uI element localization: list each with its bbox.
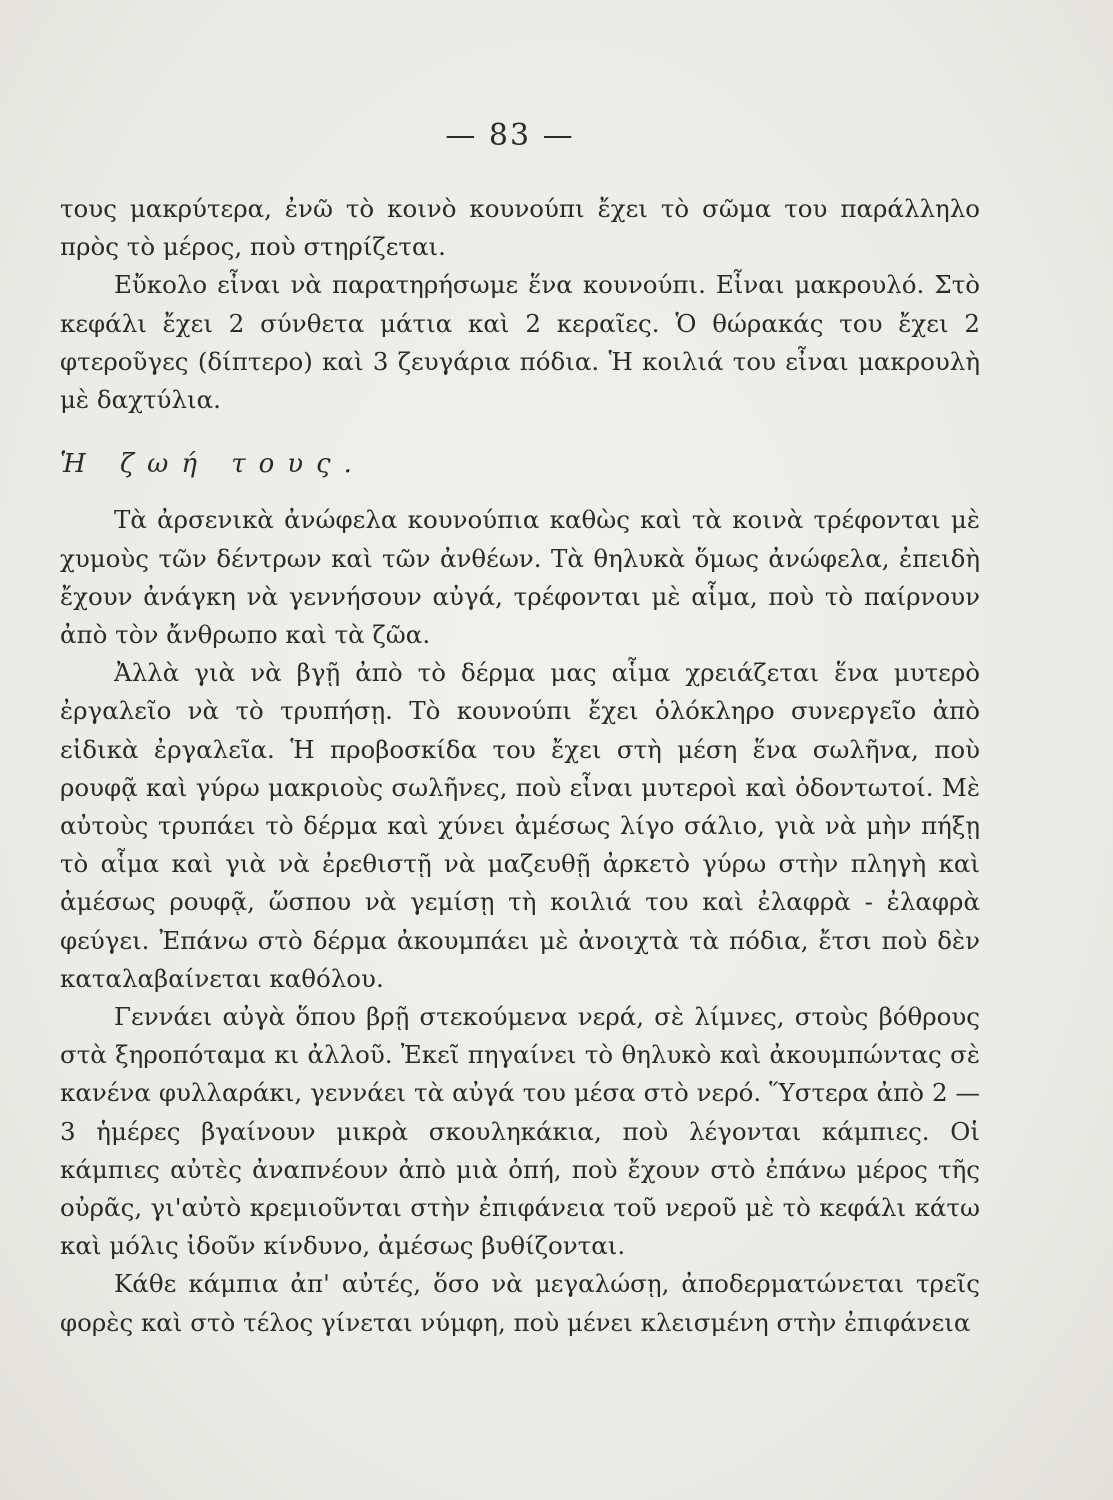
paragraph-eggs: Γεννάει αὐγὰ ὅπου βρῇ στεκούμενα νερά, σὲ λίμνες, στοὺς βόθρους στὰ ξηροπόταμα κι ἀλλοῦ. Ἐκεῖ πηγαίνει τὸ θηλυκὸ καὶ ἀκουμπώντας σὲ κανένα φυλλαράκι, γεννάει τὰ αὐγά του μέσα στὸ νερό. Ὕστερα ἀπὸ 2 — 3 ἡμέρες βγαίνουν μικρὰ σκουληκάκια, ποὺ λέγονται κάμπιες. Οἱ κάμπιες αὐτὲς ἀναπνέουν ἀπὸ μιὰ ὀπή, ποὺ ἔχουν στὸ ἐπάνω μέρος τῆς οὐρᾶς, γι'αὐτὸ κρεμιοῦνται στὴν ἐπιφάνεια τοῦ νεροῦ μὲ τὸ κεφάλι κάτω καὶ μόλις ἰδοῦν κίνδυνο, ἀμέσως βυθίζονται. xyxy=(60,1002,980,1261)
section-heading: Ἡ ζωή τους. xyxy=(60,449,365,480)
paragraph-feeding: Τὰ ἀρσενικὰ ἀνώφελα κουνούπια καθὼς καὶ τὰ κοινὰ τρέφονται μὲ χυμοὺς τῶν δέντρων καὶ τῶν ἀνθέων. Τὰ θηλυκὰ ὅμως ἀνώφελα, ἐπειδὴ ἔχουν ἀνάγκη νὰ γεννήσουν αὐγά, τρέφονται μὲ αἷμα, ποὺ τὸ παίρνουν ἀπὸ τὸν ἄνθρωπο καὶ τὰ ζῶα. xyxy=(60,505,980,650)
paragraph-description: Εὔκολο εἶναι νὰ παρατηρήσωμε ἕνα κουνούπι. Εἶναι μακρουλό. Στὸ κεφάλι ἔχει 2 σύνθετα μάτια καὶ 2 κεραῖες. Ὁ θώρακάς του ἔχει 2 φτεροῦγες (δίπτερο) καὶ 3 ζευγάρια πόδια. Ἡ κοιλιά του εἶναι μακρουλὴ μὲ δαχτύλια. xyxy=(60,270,980,415)
paragraph-larva: Κάθε κάμπια ἀπ' αὐτές, ὅσο νὰ μεγαλώσῃ, ἀποδερματώνεται τρεῖς φορὲς καὶ στὸ τέλος γίνεται νύμφη, ποὺ μένει κλεισμένη στὴν ἐπιφάνεια xyxy=(60,1269,980,1337)
paragraph-proboscis: Ἀλλὰ γιὰ νὰ βγῇ ἀπὸ τὸ δέρμα μας αἷμα χρειάζεται ἕνα μυτερὸ ἐργαλεῖο νὰ τὸ τρυπήσῃ. Τὸ κουνούπι ἔχει ὁλόκληρο συνεργεῖο ἀπὸ εἰδικὰ ἐργαλεῖα. Ἡ προβοσκίδα του ἔχει στὴ μέση ἕνα σωλῆνα, ποὺ ρουφᾷ καὶ γύρω μακριοὺς σωλῆνες, ποὺ εἶναι μυτεροὶ καὶ ὀδοντωτοί. Μὲ αὐτοὺς τρυπάει τὸ δέρμα καὶ χύνει ἀμέσως λίγο σάλιο, γιὰ νὰ μὴν πήξῃ τὸ αἷμα καὶ γιὰ νὰ ἐρεθιστῇ νὰ μαζευθῇ ἀρκετὸ γύρω στὴν πληγὴ καὶ ἀμέσως ρουφᾷ, ὥσπου νὰ γεμίσῃ τὴ κοιλιά του καὶ ἐλαφρὰ - ἐλαφρὰ φεύγει. Ἐπάνω στὸ δέρμα ἀκουμπάει μὲ ἀνοιχτὰ τὰ πόδια, ἔτσι ποὺ δὲν καταλαβαίνεται καθόλου. xyxy=(60,658,980,993)
body-text xyxy=(60,190,980,1342)
paragraph-continuation: τους μακρύτερα, ἐνῶ τὸ κοινὸ κουνούπι ἔχει τὸ σῶμα του παράλληλο πρὸς τὸ μέρος, ποὺ στηρίζεται. xyxy=(60,194,980,262)
page-number: — 83 — xyxy=(445,118,575,153)
